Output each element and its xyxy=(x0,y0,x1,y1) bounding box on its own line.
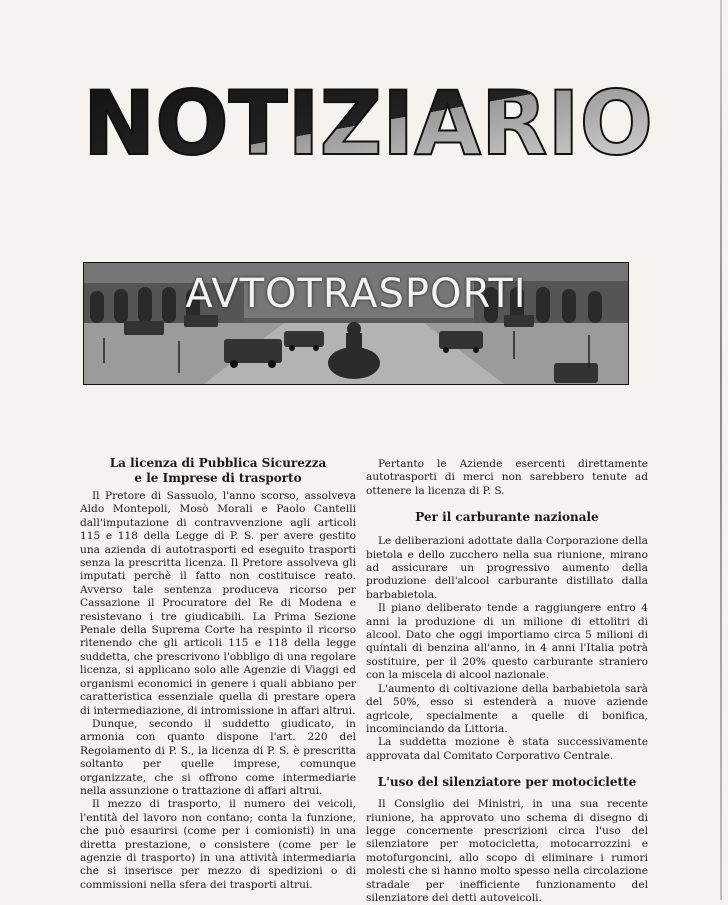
banner-title: AVTOTRASPORTI xyxy=(185,271,527,317)
masthead-logo xyxy=(78,82,658,164)
page-edge xyxy=(720,0,722,900)
article2-paragraph: Il piano deliberato tende a raggiungere entro 4 anni la produzione di un milione di ettolitri di alcool. Dato che oggi importiamo circa 5 milioni di quintali di benzina all'anno, in 4 anni l'Italia potrà sostituire, per il 20% questo carburante straniero con la miscela di alcool nazionale. xyxy=(366,602,648,682)
article1-paragraph: Pertanto le Aziende esercenti direttamente autotrasporti di merci non sarebbero tenute ad ottenere la licenza di P. S. xyxy=(366,458,648,497)
article1-heading xyxy=(80,456,356,486)
right-column xyxy=(366,458,648,905)
article3-paragraph: Il Consiglio dei Ministri, in una sua recente riunione, ha approvato uno schema di disegno di legge concernente prescrizioni circa l'uso del silenziatore per motocicletta, motocarrozzini e motofurgoncini, allo scopo di eliminare i rumori molesti che si hanno molto spesso nella circolazione stradale per inefficiente funzionamento del silenziatore dei detti autoveicoli. xyxy=(366,798,648,904)
article2-paragraph: La suddetta mozione è stata successivamente approvata dal Comitato Corporativo Centrale. xyxy=(366,736,648,762)
banner-image xyxy=(83,262,629,385)
masthead-title: NOTIZIARIO xyxy=(83,82,653,164)
article2-paragraph: Le deliberazioni adottate dalla Corporazione della bietola e dello zucchero nella sua riunione, mirano ad assicurare un progressivo aumento della produzione dell'alcool carburante distillato dalla barbabietola. xyxy=(366,535,648,601)
article1-paragraph: Dunque, secondo il suddetto giudicato, in armonia con quanto dispone l'art. 220 del Regolamento di P. S., la licenza di P. S. è prescritta soltanto per quelle imprese, comunque organizzate, che si offrono come intermediarie nella assunzione o trattazione di affari altrui. xyxy=(80,717,356,797)
article2-paragraph: L'aumento di coltivazione della barbabietola sarà del 50%, esso si estenderà a nuove aziende agricole, specialmente a quelle di bonifica, incominciando da Littoria. xyxy=(366,682,648,735)
article1-paragraph: Il Pretore di Sassuolo, l'anno scorso, assolveva Aldo Montepoli, Mosò Morali e Paolo Cantelli dall'imputazione di contravvenzione agli articoli 115 e 118 della Legge di P. S. per avere gestito una azienda di autotrasporti ed eseguito trasporti senza la prescritta licenza. Il Pretore assolveva gli imputati perchè il fatto non costituisce reato. Avverso tale sentenza produceva ricorso per Cassazione il Procuratore del Re di Modena e resistevano i tre giudicabili. La Prima Sezione Penale della Suprema Corte ha respinto il ricorso ritenendo che gli articoli 115 e 118 della legge suddetta, che prescrivono l'obbligo di una regolare licenza, si applicano solo alle Agenzie di Viaggi ed organismi economici in genere i quali abbiano per caratteristica essenziale quella di prestare opera di intermediazione, di intromissione in affari altrui. xyxy=(80,490,356,717)
article1-heading-line2: e le Imprese di trasporto xyxy=(134,471,302,485)
article2-heading: Per il carburante nazionale xyxy=(415,510,599,525)
article1-heading-line1: La licenza di Pubblica Sicurezza xyxy=(109,456,327,470)
masthead xyxy=(78,82,658,164)
article3-heading: L'uso del silenziatore per motociclette xyxy=(377,775,637,790)
left-column xyxy=(80,456,356,892)
article1-paragraph: Il mezzo di trasporto, il numero dei veicoli, l'entità del lavoro non contano; conta la funzione, che può esaurirsi (come per i comionisti) in una diretta prestazione, o consistere (come per le agenzie di trasporto) in una attività intermediaria che si inserisce per mezzo di spedizioni o di commissioni nella sfera dei trasporti altrui. xyxy=(80,798,356,891)
